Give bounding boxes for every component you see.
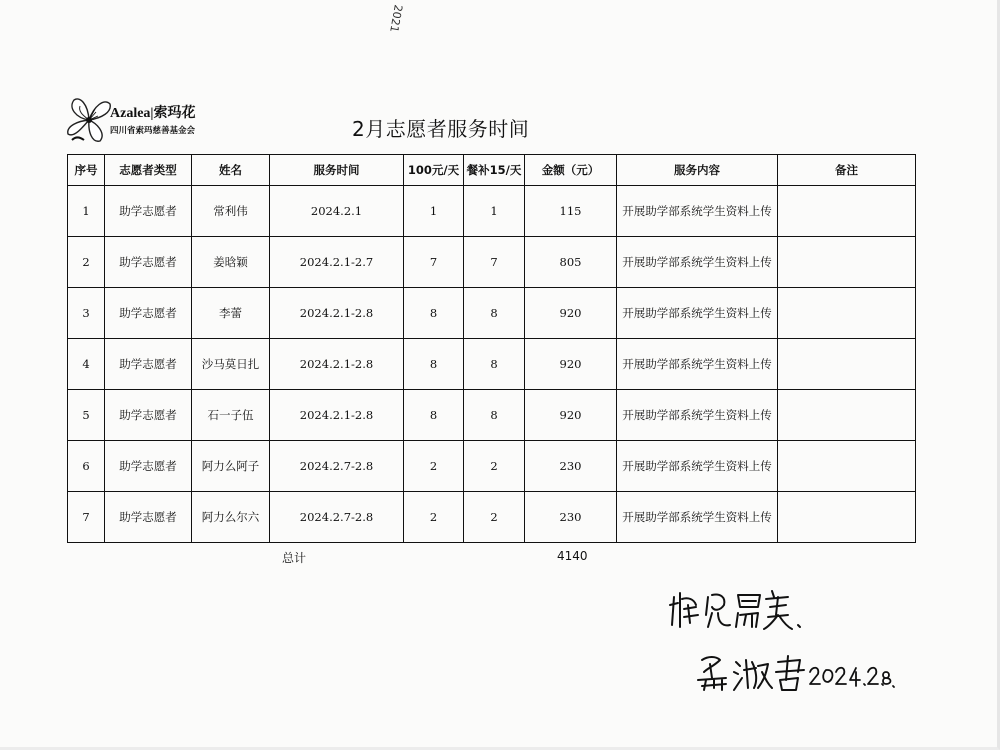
cell-days: 2 — [404, 441, 464, 492]
cell-meal-days: 2 — [464, 492, 525, 543]
cell-meal-days: 1 — [464, 186, 525, 237]
cell-service-content: 开展助学部系统学生资料上传 — [617, 441, 778, 492]
document-title: 2月志愿者服务时间 — [352, 117, 530, 141]
cell-days: 7 — [404, 237, 464, 288]
cell-name: 沙马莫日扎 — [192, 339, 270, 390]
cell-meal-days: 8 — [464, 390, 525, 441]
table-row — [68, 288, 916, 339]
cell-remarks — [778, 288, 916, 339]
table-row — [68, 186, 916, 237]
table-row — [68, 390, 916, 441]
cell-amount: 115 — [525, 186, 617, 237]
volunteer-table — [67, 154, 916, 543]
cell-volunteer-type: 助学志愿者 — [105, 339, 192, 390]
foundation-logo — [66, 96, 206, 146]
cell-index: 4 — [68, 339, 105, 390]
logo-org: 四川省索玛慈善基金会 — [110, 126, 196, 136]
cell-remarks — [778, 339, 916, 390]
cell-index: 2 — [68, 237, 105, 288]
header-daily-rate: 100元/天 — [404, 155, 464, 186]
cell-days: 8 — [404, 390, 464, 441]
cell-service-content: 开展助学部系统学生资料上传 — [617, 237, 778, 288]
cell-amount: 920 — [525, 390, 617, 441]
table-row — [68, 492, 916, 543]
header-remarks: 备注 — [778, 155, 916, 186]
cell-name: 李蕾 — [192, 288, 270, 339]
cell-name: 石一子伍 — [192, 390, 270, 441]
cell-service-content: 开展助学部系统学生资料上传 — [617, 288, 778, 339]
cell-service-content: 开展助学部系统学生资料上传 — [617, 390, 778, 441]
cell-volunteer-type: 助学志愿者 — [105, 390, 192, 441]
cell-service-content: 开展助学部系统学生资料上传 — [617, 339, 778, 390]
cell-index: 7 — [68, 492, 105, 543]
table-row — [68, 237, 916, 288]
cell-service-period: 2024.2.1-2.7 — [270, 237, 404, 288]
cell-remarks — [778, 492, 916, 543]
cell-name: 阿力么尔六 — [192, 492, 270, 543]
cell-name: 姜晗颖 — [192, 237, 270, 288]
cell-remarks — [778, 390, 916, 441]
cell-days: 1 — [404, 186, 464, 237]
header-volunteer-type: 志愿者类型 — [105, 155, 192, 186]
header-meal-allowance: 餐补15/天 — [464, 155, 525, 186]
cell-remarks — [778, 186, 916, 237]
cell-index: 6 — [68, 441, 105, 492]
cell-meal-days: 2 — [464, 441, 525, 492]
header-name: 姓名 — [192, 155, 270, 186]
total-label: 总计 — [282, 551, 307, 565]
logo-name: Azalea|索玛花 — [110, 106, 196, 121]
cell-service-period: 2024.2.1 — [270, 186, 404, 237]
cell-service-period: 2024.2.7-2.8 — [270, 441, 404, 492]
cell-meal-days: 7 — [464, 237, 525, 288]
cell-days: 2 — [404, 492, 464, 543]
cell-amount: 230 — [525, 441, 617, 492]
cell-service-period: 2024.2.1-2.8 — [270, 339, 404, 390]
cell-index: 3 — [68, 288, 105, 339]
cell-volunteer-type: 助学志愿者 — [105, 288, 192, 339]
cell-service-period: 2024.2.1-2.8 — [270, 390, 404, 441]
table-row — [68, 339, 916, 390]
header-service-period: 服务时间 — [270, 155, 404, 186]
margin-note: 2021 — [387, 3, 405, 34]
cell-remarks — [778, 237, 916, 288]
header-service-content: 服务内容 — [617, 155, 778, 186]
header-amount: 金额（元） — [525, 155, 617, 186]
cell-service-period: 2024.2.1-2.8 — [270, 288, 404, 339]
cell-volunteer-type: 助学志愿者 — [105, 492, 192, 543]
cell-meal-days: 8 — [464, 288, 525, 339]
total-amount: 4140 — [557, 549, 588, 563]
cell-meal-days: 8 — [464, 339, 525, 390]
cell-amount: 230 — [525, 492, 617, 543]
header-index: 序号 — [68, 155, 105, 186]
cell-amount: 805 — [525, 237, 617, 288]
cell-days: 8 — [404, 288, 464, 339]
cell-volunteer-type: 助学志愿者 — [105, 237, 192, 288]
cell-days: 8 — [404, 339, 464, 390]
table-header-row — [68, 155, 916, 186]
handwritten-signature — [696, 650, 896, 696]
cell-name: 常利伟 — [192, 186, 270, 237]
cell-remarks — [778, 441, 916, 492]
cell-volunteer-type: 助学志愿者 — [105, 186, 192, 237]
cell-amount: 920 — [525, 288, 617, 339]
cell-volunteer-type: 助学志愿者 — [105, 441, 192, 492]
cell-index: 5 — [68, 390, 105, 441]
cell-service-period: 2024.2.7-2.8 — [270, 492, 404, 543]
cell-amount: 920 — [525, 339, 617, 390]
cell-index: 1 — [68, 186, 105, 237]
cell-name: 阿力么阿子 — [192, 441, 270, 492]
azalea-flower-icon — [66, 96, 112, 144]
handwritten-verification-note — [668, 585, 808, 635]
cell-service-content: 开展助学部系统学生资料上传 — [617, 186, 778, 237]
table-row — [68, 441, 916, 492]
cell-service-content: 开展助学部系统学生资料上传 — [617, 492, 778, 543]
